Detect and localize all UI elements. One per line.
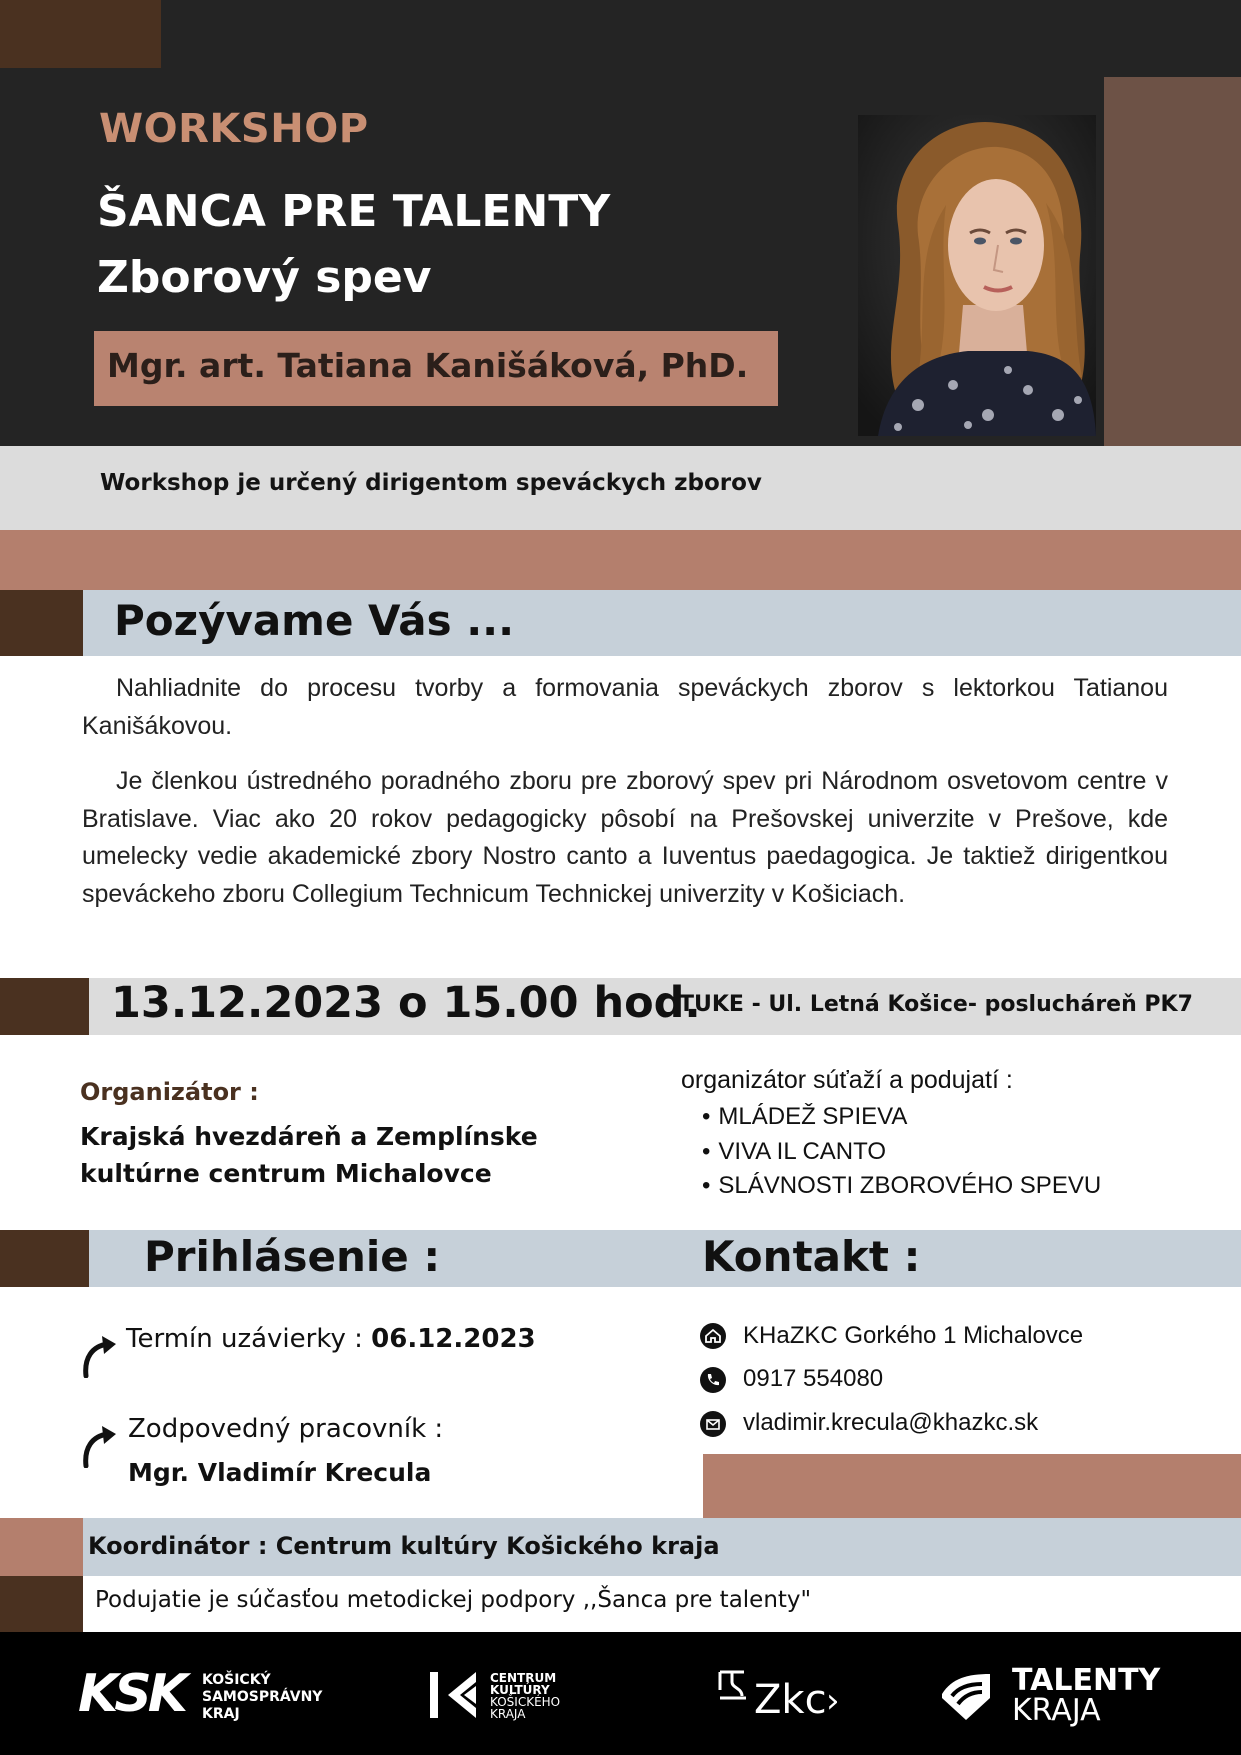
ksk-logo-mark: KSK (78, 1664, 185, 1724)
workshop-kicker: WORKSHOP (99, 106, 369, 152)
ksk-logo (78, 1666, 184, 1722)
lector-portrait (858, 115, 1096, 436)
bio-paragraph: Je členkou ústredného poradného zboru pre zborový spev pri Národnom osvetovom centre v Bratislave. Viac ako 20 rokov pedagogicky pôsobí na Prešovskej univerzite v Prešove, kde umelecky vedie akademické zbory Nostro canto a Iuventus paedagogica. Je taktiež dirigentkou speváckeho zboru Collegium Technicum Technickej univerzity v Košiciach. (82, 767, 1168, 908)
home-icon (700, 1323, 726, 1349)
invite-accent (0, 590, 83, 656)
contact-phone: 0917 554080 (743, 1365, 884, 1392)
logo-line: KOŠICKÝ (202, 1672, 271, 1688)
registration-heading: Prihlásenie : (144, 1232, 441, 1281)
chevron-right-icon: › (826, 1681, 840, 1721)
invite-heading: Pozývame Vás ... (114, 596, 515, 645)
list-item: • SLÁVNOSTI ZBOROVÉHO SPEVU (702, 1172, 1101, 1207)
logo-line: KRAJA (490, 1707, 526, 1721)
event-title: ŠANCA PRE TALENTY (97, 186, 611, 237)
zkc-logo-icon (716, 1668, 750, 1712)
right-accent-bar (1104, 77, 1241, 446)
logo-line: KULTÚRY (490, 1683, 550, 1697)
ckkk-logo-icon (430, 1670, 480, 1720)
list-item: • MLÁDEŽ SPIEVA (702, 1103, 1101, 1138)
ksk-logo-text (202, 1672, 322, 1723)
talenty-logo-icon (938, 1668, 994, 1724)
competitions-list (702, 1103, 1101, 1207)
intro-paragraph: Nahliadnite do procesu tvorby a formovania speváckych zborov s lektorkou Tatianou Kanišákovou. (82, 674, 1168, 740)
target-audience: Workshop je určený dirigentom speváckych zborov (100, 470, 762, 496)
date-accent (0, 978, 89, 1035)
responsible-name: Mgr. Vladimír Krecula (128, 1458, 432, 1487)
curved-arrow-icon (80, 1422, 120, 1468)
corner-accent (0, 0, 161, 68)
contact-heading: Kontakt : (702, 1232, 921, 1281)
part-of-note: Podujatie je súčasťou metodickej podpory ,,Šanca pre talenty" (95, 1587, 812, 1613)
contact-address: KHaZKC Gorkého 1 Michalovce (743, 1322, 1084, 1349)
list-item: • VIVA IL CANTO (702, 1138, 1101, 1173)
ckkk-logo-text (490, 1672, 560, 1720)
coordinator-accent (0, 1518, 83, 1576)
logo-line: KRAJ (202, 1706, 240, 1722)
logo-line: CENTRUM (490, 1671, 557, 1685)
mail-icon (700, 1411, 726, 1437)
curved-arrow-icon (80, 1332, 120, 1378)
logo-line: SAMOSPRÁVNY (202, 1689, 323, 1705)
coordinator: Koordinátor : Centrum kultúry Košického kraja (88, 1532, 720, 1560)
part-accent (0, 1576, 83, 1632)
logo-line: KRAJA (1012, 1693, 1101, 1728)
contact-email[interactable]: vladimir.krecula@khazkc.sk (743, 1409, 1039, 1436)
contact-accent (703, 1454, 1241, 1518)
event-datetime: 13.12.2023 o 15.00 hod. (111, 978, 701, 1028)
deadline-label: Termín uzávierky : (126, 1324, 372, 1354)
deadline (126, 1324, 536, 1354)
responsible-label: Zodpovedný pracovník : (128, 1414, 444, 1444)
organizer-label: Organizátor : (80, 1078, 259, 1106)
zkc-logo-text: Zkc (754, 1677, 827, 1723)
deadline-value: 06.12.2023 (371, 1324, 536, 1354)
event-place: TUKE - Ul. Letná Košice- poslucháreň PK7 (679, 992, 1193, 1017)
copper-divider (0, 530, 1241, 590)
lector-name: Mgr. art. Tatiana Kanišáková, PhD. (107, 346, 749, 385)
competitions-title: organizátor súťaží a podujatí : (681, 1066, 1013, 1094)
talenty-logo-text (1012, 1663, 1161, 1728)
registration-accent (0, 1230, 89, 1287)
logo-line: TALENTY (1012, 1663, 1161, 1698)
phone-icon (700, 1367, 726, 1393)
logo-line: KOŠICKÉHO (490, 1695, 561, 1709)
organizer-name: Krajská hvezdáreň a Zemplínske kultúrne centrum Michalovce (80, 1122, 538, 1188)
event-subtitle: Zborový spev (97, 252, 432, 303)
